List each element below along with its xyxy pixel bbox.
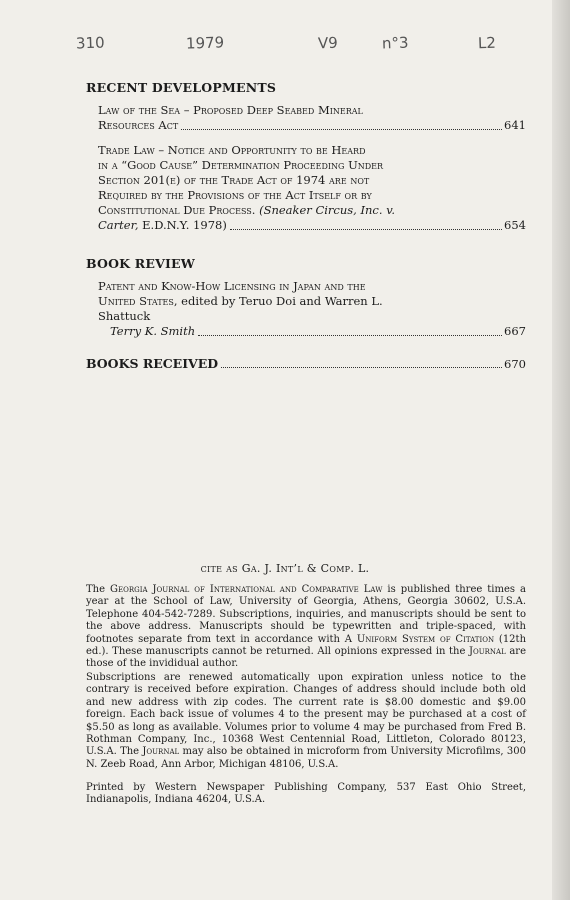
section-heading-book-review: BOOK REVIEW [86, 256, 196, 271]
page-number: 654 [504, 218, 526, 232]
reviewer-name: Terry K. Smith [110, 324, 196, 338]
page-edge-shadow [552, 0, 570, 900]
dot-leader [230, 229, 502, 230]
section-heading-recent-developments: RECENT DEVELOPMENTS [86, 80, 277, 95]
handwritten-note-2: 1979 [185, 33, 225, 53]
publication-info-paragraph: The Georgia Journal of International and Comparative Law is published three times a year at the School of Law, University of Georgia, Athens, Georgia 30602, U.S.A. Telephone 404-542-7289. Subscriptions, inquiries, and manuscripts should be sent to the above address. Manuscripts should be typewritten and triple-spaced, with footnotes separate from text in accordance with A Uniform System of Citation (12th ed.). These manuscripts cannot be returned. All opinions expressed in the Journal are those of the invididual author. [86, 584, 527, 670]
section-heading-books-received: BOOKS RECEIVED [86, 356, 219, 371]
dot-leader [181, 129, 502, 130]
dot-leader [221, 367, 502, 368]
toc-entry-patent-licensing: Patent and Know-How Licensing in Japan and the United States, edited by Teruo Doi and Warren L. Shattuck Terry K. Smith 667 [98, 279, 526, 338]
toc-entry-trade-law: Trade Law – Notice and Opportunity to be Heard in a “Good Cause” Determination Proceeding Under Section 201(e) of the Trade Act of 1974 are not Required by the Provisions of the Act Itself or by Constitutional Due Process. (Sneaker Circus, Inc. v. Carter, E.D.N.Y. 1978) 654 [98, 143, 526, 232]
book-review-section [86, 256, 526, 349]
handwritten-note-3: V9 [317, 33, 339, 53]
page-number: 670 [504, 357, 526, 371]
dot-leader [198, 335, 502, 336]
citation-line: cite as Ga. J. Int’l & Comp. L. [200, 562, 370, 575]
handwritten-note-4: n°3 [381, 33, 409, 53]
handwritten-note-5: L2 [477, 33, 497, 53]
recent-developments-section [86, 80, 526, 243]
page-number: 667 [504, 324, 526, 338]
printer-info-paragraph: Printed by Western Newspaper Publishing Company, 537 East Ohio Street, Indianapolis, Indiana 46204, U.S.A. [86, 782, 526, 806]
page-number: 641 [504, 118, 526, 132]
toc-entry-law-of-the-sea: Law of the Sea – Proposed Deep Seabed Mineral Resources Act 641 [98, 103, 526, 132]
books-received-section [86, 356, 526, 371]
handwritten-note-1: 310 [75, 33, 105, 53]
subscription-info-paragraph: Subscriptions are renewed automatically upon expiration unless notice to the contrary is received before expiration. Changes of address should include both old and new address with zip codes. The current rate is $8.00 domestic and $9.00 foreign. Each back issue of volumes 4 to the present may be purchased at a cost of $5.50 as long as available. Volumes prior to volume 4 may be purchased from Fred B. Rothman Company, Inc., 10368 West Centennial Road, Littleton, Colorado 80123, U.S.A. The Journal may also be obtained in microform from University Microfilms, 300 N. Zeeb Road, Ann Arbor, Michigan 48106, U.S.A. [86, 672, 526, 770]
